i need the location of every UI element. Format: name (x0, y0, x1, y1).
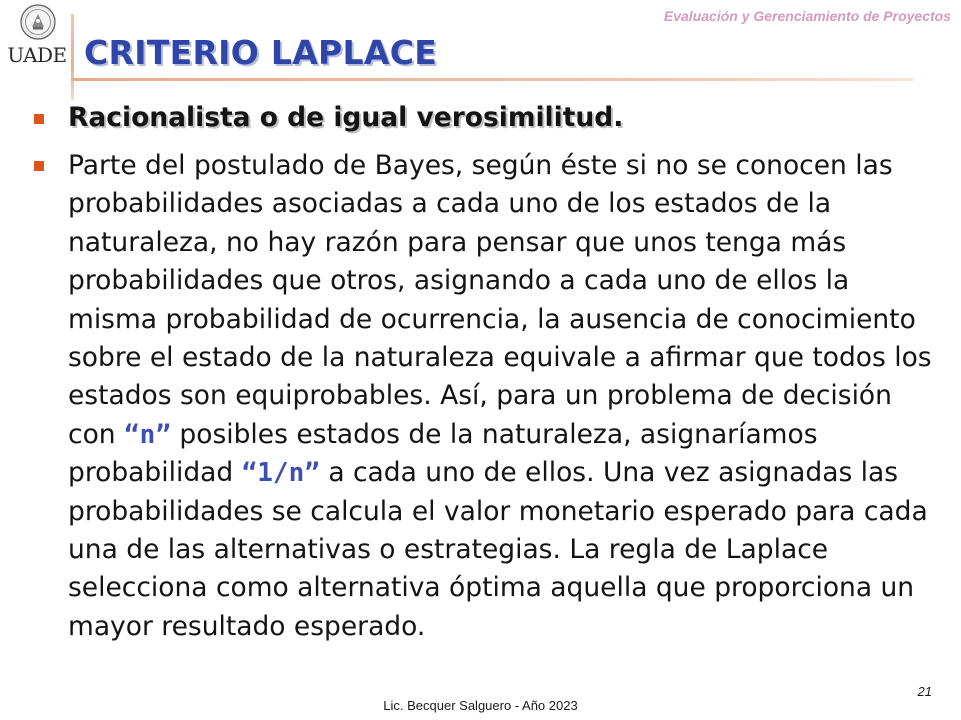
slide-title: CRITERIO LAPLACE (84, 33, 438, 72)
bullet-text: Racionalista o de igual verosimilitud. (68, 102, 624, 133)
bullet-square-icon (34, 114, 44, 124)
bullet-item (34, 147, 934, 646)
course-title: Evaluación y Gerenciamiento de Proyectos (663, 8, 951, 24)
variable-one-over-n: “1/n” (241, 458, 320, 489)
logo-wordmark: UADE (7, 43, 67, 67)
bullet-list (34, 98, 934, 646)
uade-logo (6, 4, 68, 70)
bullet-square-icon (34, 161, 44, 171)
header-vertical-rule (71, 14, 74, 100)
university-seal-icon (20, 4, 56, 40)
bullet-text-part1: Parte del postulado de Bayes, según éste si no se conocen las probabilidades asociadas a cada uno de los estados de la naturaleza, no hay razón para pensar que unos tenga más probabilidades que otros, asignando a cada uno de ellos la misma probabilidad de ocurrencia, la ausencia de conocimiento sobre el estado de la naturaleza equivale a afirmar que todos los estados son equiprobables. Así, para un problema de decisión con (68, 150, 932, 450)
variable-n: “n” (124, 419, 171, 450)
bullet-item (34, 98, 934, 138)
bullet-text-part2: posibles estados de la naturaleza, asignaríamos probabilidad (68, 418, 818, 489)
bullet-text-part3: a cada uno de ellos. Una vez asignadas las probabilidades se calcula el valor monetario esperado para cada una de las alternativas o estrategias. La regla de Laplace selecciona como alternativa óptima aquella que proporciona un mayor resultado esperado. (68, 457, 928, 642)
footer-author: Lic. Becquer Salguero - Año 2023 (383, 698, 578, 713)
page-number: 21 (917, 684, 932, 699)
header-horizontal-rule (71, 78, 913, 81)
